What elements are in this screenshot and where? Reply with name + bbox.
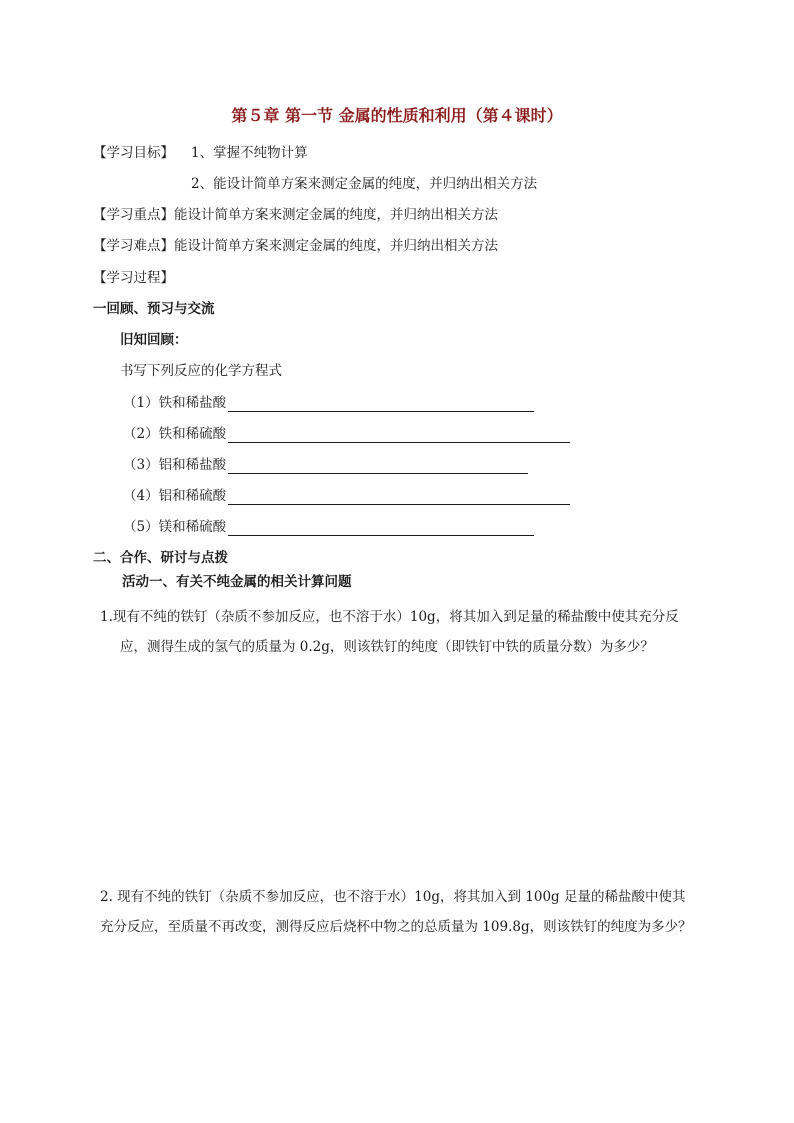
equation-label: （3）铝和稀盐酸 <box>123 457 227 473</box>
page-title: 第５章 第一节 金属的性质和利用（第４课时） <box>231 106 563 125</box>
activity-heading: 活动一、有关不纯金属的相关计算问题 <box>122 574 352 590</box>
process-label: 【学习过程】 <box>93 270 174 286</box>
equation-item-3 <box>123 456 528 474</box>
answer-blank[interactable] <box>228 491 570 505</box>
answer-blank[interactable] <box>228 398 534 412</box>
question-2-line-1: 2. 现有不纯的铁钉（杂质不参加反应，也不溶于水）10g，将其加入到 100g 足量的稀盐酸中使其 <box>100 889 686 905</box>
equation-item-1 <box>123 394 534 412</box>
answer-blank[interactable] <box>228 460 528 474</box>
difficulty-label: 【学习难点】 <box>93 238 174 254</box>
equation-item-4 <box>123 487 570 505</box>
equation-label: （1）铁和稀盐酸 <box>123 395 227 411</box>
difficulty-row <box>93 237 498 255</box>
equation-label: （4）铝和稀硫酸 <box>123 488 227 504</box>
question-2 <box>100 882 710 942</box>
objectives-label: 【学习目标】 <box>93 145 174 161</box>
question-2-line-2: 充分反应，至质量不再改变，测得反应后烧杯中物之的总质量为 109.8g，则该铁钉的纯度为多少？ <box>100 919 692 935</box>
key-point-label: 【学习重点】 <box>93 207 174 223</box>
section1-instruction: 书写下列反应的化学方程式 <box>120 363 282 379</box>
key-point-text: 能设计简单方案来测定金属的纯度，并归纳出相关方法 <box>174 207 498 223</box>
equation-item-2 <box>123 425 570 443</box>
objective-item-1: 1、掌握不纯物计算 <box>191 145 308 161</box>
question-1-line-1: 1.现有不纯的铁钉（杂质不参加反应，也不溶于水）10g，将其加入到足量的稀盐酸中使其充分反 <box>100 609 679 625</box>
question-1-line-2: 应，测得生成的氢气的质量为 0.2g，则该铁钉的纯度（即铁钉中铁的质量分数）为多少？ <box>120 639 654 655</box>
objective-item-2: 2、能设计简单方案来测定金属的纯度，并归纳出相关方法 <box>191 176 538 192</box>
difficulty-text: 能设计简单方案来测定金属的纯度，并归纳出相关方法 <box>174 238 498 254</box>
key-point-row <box>93 206 498 224</box>
equation-label: （5）镁和稀硫酸 <box>123 519 227 535</box>
question-1 <box>100 602 710 662</box>
answer-blank[interactable] <box>228 522 534 536</box>
section1-subheading: 旧知回顾： <box>120 332 188 348</box>
equation-item-5 <box>123 518 534 536</box>
section2-heading: 二、合作、研讨与点拨 <box>93 550 228 566</box>
section1-heading: 一回顾、预习与交流 <box>93 301 215 317</box>
answer-blank[interactable] <box>228 429 570 443</box>
equation-label: （2）铁和稀硫酸 <box>123 426 227 442</box>
